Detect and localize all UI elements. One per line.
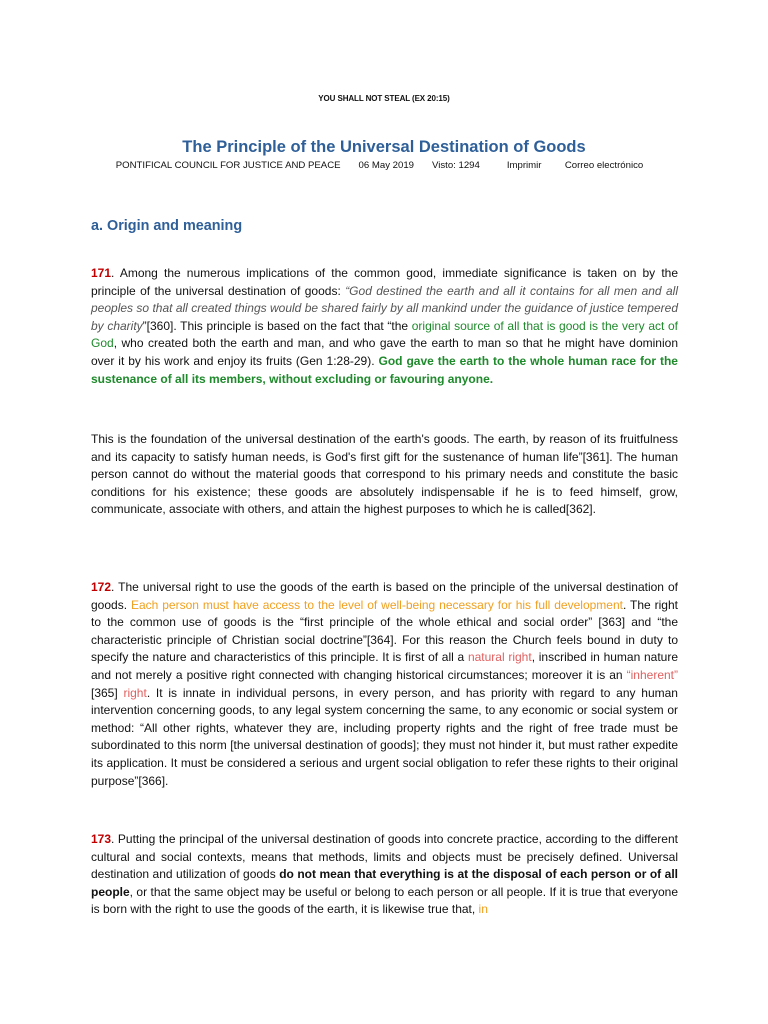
paragraph-text: [365] xyxy=(91,685,124,700)
paragraph-text: . Among the numerous implications of the common good, immediate significance is taken on by the principle of the universal destination of goods: xyxy=(91,266,678,298)
highlight-red: “inherent” xyxy=(626,667,678,682)
source-label: PONTIFICAL COUNCIL FOR JUSTICE AND PEACE xyxy=(115,160,341,171)
paragraph-text: . It is innate in individual persons, in every person, and has priority with regard to any human intervention concerning goods, to any legal system concerning the same, to any economic or social system or method: “All other rights, whatever they are, including property rights and the right of free trade must be subordinated to this norm [the universal destination of goods]; they must not hinder it, but must rather expedite its application. It must be considered a serious and urgent social obligation to refer these rights to their original purpose”[366]. xyxy=(91,685,678,788)
paragraph-number: 172 xyxy=(91,580,112,594)
section-heading: a. Origin and meaning xyxy=(91,218,243,234)
highlight-red: right xyxy=(123,685,147,700)
date-label: 06 May 2019 xyxy=(358,160,415,171)
commandment-heading: YOU SHALL NOT STEAL (EX 20:15) xyxy=(318,94,450,103)
paragraph-text: , who created both the earth and man, and who gave the earth to man so that he might have dominion over it by his work and enjoy its fruits (Gen 1:28-29). xyxy=(91,336,678,368)
views-label: Visto: 1294 xyxy=(432,160,480,171)
paragraph-number: 173 xyxy=(91,832,112,846)
paragraph-173 xyxy=(91,831,678,919)
highlight-red: natural right xyxy=(467,650,532,665)
highlight-green: original source of all that is good is the very act of God xyxy=(91,318,678,351)
email-link[interactable]: Correo electrónico xyxy=(564,160,644,171)
highlight-orange: in xyxy=(478,902,488,917)
page-title: The Principle of the Universal Destination of Goods xyxy=(182,138,586,156)
paragraph-number: 171 xyxy=(91,266,112,280)
paragraph-172 xyxy=(91,579,678,790)
paragraph-text: . The universal right to use the goods of the earth is based on the principle of the universal destination of goods. xyxy=(91,580,678,612)
quotation: “God destined the earth and all it contains for all men and all peoples so that all created things would be shared fairly by all mankind under the guidance of justice tempered by charity xyxy=(91,283,678,333)
paragraph-171 xyxy=(91,265,678,388)
article-meta xyxy=(0,160,768,171)
action-links xyxy=(498,160,652,171)
print-link[interactable]: Imprimir xyxy=(506,160,542,171)
bold-text: do not mean that everything is at the disposal of each person or of all people xyxy=(91,867,678,899)
paragraph-text: , inscribed in human nature and not merely a positive right connected with changing historical circumstances; moreover it is an xyxy=(91,650,679,682)
highlight-green-bold: God gave the earth to the whole human race for the sustenance of all its members, without excluding or favouring anyone. xyxy=(91,353,678,386)
paragraph-text: . The right to the common use of goods is the “first principle of the whole ethical and social order” [363] and “the characteristic principle of Christian social doctrine”[364]. For this reason the Church feels bound in duty to specify the nature and characteristics of this principle. It is first of all a xyxy=(91,597,678,665)
paragraph-text: , or that the same object may be useful or belong to each person or all people. If it is true that everyone is born with the right to use the goods of the earth, it is likewise true that, xyxy=(91,884,678,917)
paragraph-foundation: This is the foundation of the universal destination of the earth's goods. The earth, by reason of its fruitfulness and its capacity to satisfy human needs, is God's first gift for the sustenance of human life”[361]. The human person cannot do without the material goods that correspond to his primary needs and constitute the basic conditions for his existence; these goods are absolutely indispensable if he is to feed himself, grow, communicate, associate with others, and attain the highest purposes to which he is called[362]. xyxy=(91,432,678,517)
highlight-orange: Each person must have access to the level of well-being necessary for his full development xyxy=(130,597,623,612)
paragraph-text: . Putting the principal of the universal destination of goods into concrete practice, according to the different cultural and social contexts, means that methods, limits and objects must be precisely defined. Universal destination and utilization of goods xyxy=(91,832,678,882)
paragraph-text: ”[360]. This principle is based on the fact that “the xyxy=(142,318,412,333)
